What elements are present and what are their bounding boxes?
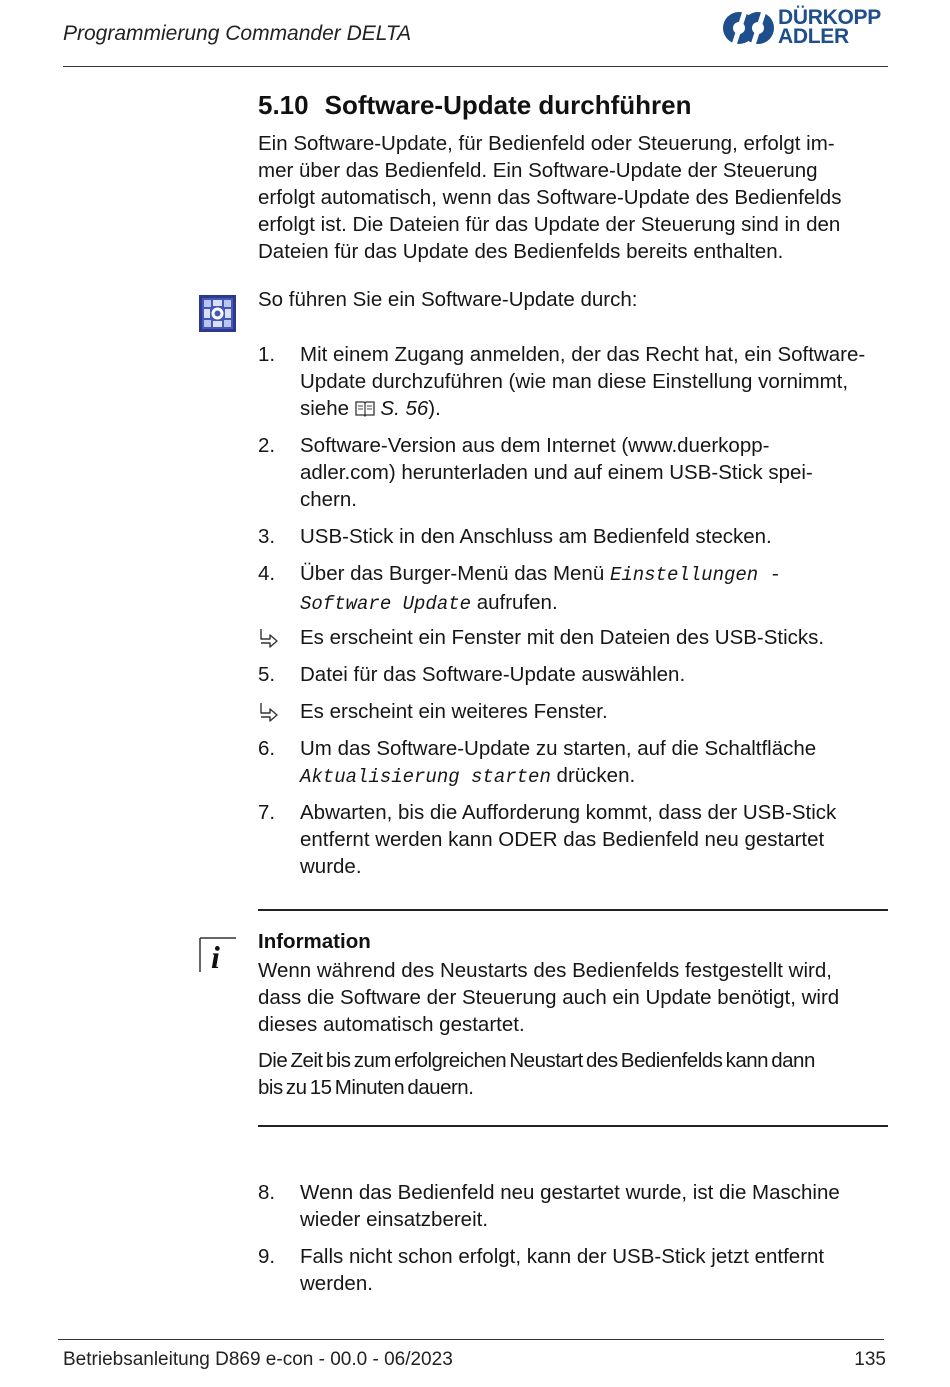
step-text: aufrufen. — [476, 591, 558, 614]
result-text: Es erscheint ein weiteres Fenster. — [300, 700, 608, 723]
step-number: 8. — [258, 1181, 276, 1204]
step-text: Software-Version aus dem Internet (www.duerkopp- — [300, 434, 770, 457]
brand-logo-text — [778, 8, 881, 46]
step-number: 6. — [258, 737, 276, 760]
header-divider — [63, 66, 888, 67]
info-title: Information — [258, 930, 371, 953]
button-name: Aktualisierung starten — [300, 766, 551, 788]
step-text: Wenn das Bedienfeld neu gestartet wurde, ist die Maschine — [300, 1181, 840, 1204]
intro-line: erfolgt automatisch, wenn das Software-Update des Bedienfelds — [258, 186, 842, 209]
step-text: werden. — [300, 1272, 373, 1295]
step-number: 9. — [258, 1245, 276, 1268]
svg-text:i: i — [211, 939, 220, 973]
info-line: Wenn während des Neustarts des Bedienfelds festgestellt wird, — [258, 959, 832, 982]
logo-line-1: DÜRKOPP — [778, 6, 881, 29]
info-bottom-divider — [258, 1125, 888, 1127]
step-text: wieder einsatzbereit. — [300, 1208, 489, 1231]
step-text: wurde. — [300, 855, 362, 878]
intro-line: erfolgt ist. Die Dateien für das Update der Steuerung sind in den — [258, 213, 841, 236]
intro-line: Ein Software-Update, für Bedienfeld oder Steuerung, erfolgt im- — [258, 132, 835, 155]
footer-divider — [58, 1339, 884, 1340]
step-text: siehe — [300, 397, 350, 420]
step-number: 5. — [258, 663, 276, 686]
step-text: entfernt werden kann ODER das Bedienfeld neu gestartet — [300, 828, 825, 851]
info-top-divider — [258, 909, 888, 911]
book-reference-icon — [355, 400, 375, 417]
logo-line-2: ADLER — [778, 25, 849, 48]
page-number: 135 — [854, 1349, 886, 1370]
step-number: 2. — [258, 434, 276, 457]
step-text: ). — [428, 397, 441, 420]
intro-line: Dateien für das Update des Bedienfelds bereits enthalten. — [258, 240, 784, 263]
menu-path: Software Update — [300, 593, 472, 615]
step-number: 7. — [258, 801, 276, 824]
step-text: Mit einem Zugang anmelden, der das Recht hat, ein Software- — [300, 343, 866, 366]
step-number: 4. — [258, 562, 276, 585]
brand-logo-icon — [722, 6, 774, 50]
footer-document-info: Betriebsanleitung D869 e-con - 00.0 - 06/2023 — [63, 1349, 453, 1370]
step-text: Datei für das Software-Update auswählen. — [300, 663, 686, 686]
step-text: Abwarten, bis die Aufforderung kommt, dass der USB-Stick — [300, 801, 837, 824]
section-number: 5.10 — [258, 90, 309, 120]
header-title: Programmierung Commander DELTA — [63, 22, 412, 45]
intro-line: mer über das Bedienfeld. Ein Software-Update der Steuerung — [258, 159, 818, 182]
section-heading — [258, 90, 692, 121]
step-text: adler.com) herunterladen und auf einem USB-Stick spei- — [300, 461, 813, 484]
info-line: dieses automatisch gestartet. — [258, 1013, 525, 1036]
step-text: Um das Software-Update zu starten, auf die Schaltfläche — [300, 737, 817, 760]
info-line: Die Zeit bis zum erfolgreichen Neustart des Bedienfelds kann dann — [258, 1049, 815, 1072]
menu-path: Einstellungen - — [609, 564, 781, 586]
step-text: chern. — [300, 488, 357, 511]
info-paragraph — [258, 957, 888, 1038]
result-arrow-icon — [258, 701, 280, 723]
step-text: Über das Burger-Menü das Menü — [300, 562, 605, 585]
step-text: Falls nicht schon erfolgt, kann der USB-Stick jetzt entfernt — [300, 1245, 825, 1268]
intro-paragraph — [258, 130, 888, 265]
brand-logo — [722, 6, 890, 50]
step-text: USB-Stick in den Anschluss am Bedienfeld stecken. — [300, 525, 772, 548]
info-line: bis zu 15 Minuten dauern. — [258, 1076, 474, 1099]
information-icon — [199, 937, 237, 973]
step-text: Update durchzuführen (wie man diese Einstellung vornimmt, — [300, 370, 849, 393]
step-number: 1. — [258, 343, 276, 366]
steps-intro: So führen Sie ein Software-Update durch: — [258, 288, 638, 311]
page-reference-link[interactable]: S. 56 — [380, 397, 429, 420]
result-text: Es erscheint ein Fenster mit den Dateien des USB-Sticks. — [300, 626, 825, 649]
result-arrow-icon — [258, 627, 280, 649]
info-paragraph — [258, 1047, 888, 1101]
info-line: dass die Software der Steuerung auch ein Update benötigt, wird — [258, 986, 840, 1009]
instructions-icon — [199, 295, 236, 332]
section-title: Software-Update durchführen — [324, 90, 692, 120]
step-text: drücken. — [556, 764, 636, 787]
step-number: 3. — [258, 525, 276, 548]
